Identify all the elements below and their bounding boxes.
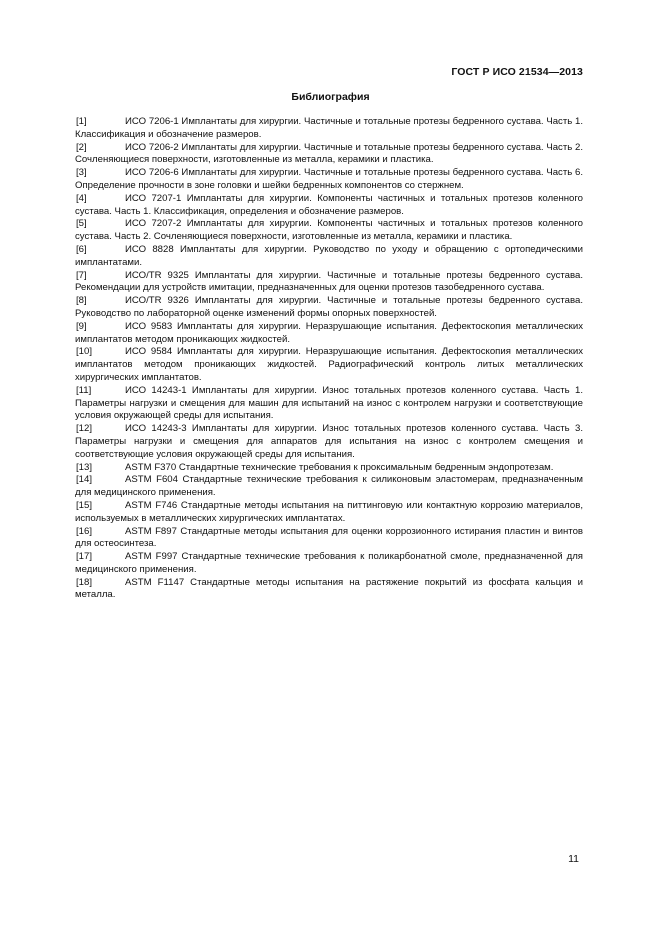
entry-text: ИСО 7207-2 Имплантаты для хирургии. Компоненты частичных и тотальных протезов коленного сустава. Часть 2. Сочленяющиеся поверхности, изготовленные из металла, керамики и пластика. (75, 218, 583, 243)
entry-text: ИСО 8828 Имплантаты для хирургии. Руководство по уходу и обращению с ортопедическими имплантатами. (75, 243, 583, 268)
entry-number: [11] (76, 384, 92, 396)
page-number: 11 (568, 853, 579, 865)
entry-text: ASTM F604 Стандартные технические требования к силиконовым эластомерам, предназначенным для медицинского применения. (75, 474, 583, 499)
entry-number: [13] (76, 461, 93, 473)
entry-number: [3] (76, 167, 87, 179)
document-header: ГОСТ Р ИСО 21534—2013 (451, 66, 583, 78)
entry-text: ASTM F746 Стандартные методы испытания на питтинговую или контактную коррозию материалов, используемых в металлических хирургических имплантатах. (75, 499, 583, 524)
entry-number: [1] (76, 116, 87, 127)
bibliography-entry (75, 295, 583, 321)
entry-number: [4] (76, 192, 87, 204)
entry-text: ИСО 9584 Имплантаты для хирургии. Неразрушающие испытания. Дефектоскопия металлических имплантатов методом проникающих жидкостей. Радиографический контроль литых металлических хирургических имплантатов. (75, 346, 583, 383)
bibliography-list (75, 116, 583, 602)
bibliography-entry (75, 193, 583, 219)
bibliography-entry (75, 142, 583, 168)
entry-text: ИСО/TR 9326 Имплантаты для хирургии. Частичные и тотальные протезы бедренного сустава. Руководство по лабораторной оценке изменений формы опорных поверхностей. (75, 295, 583, 319)
entry-text: ИСО 7206-1 Имплантаты для хирургии. Частичные и тотальные протезы бедренного сустава. Часть 1. Классификация и обозначение размеров. (75, 116, 583, 140)
entry-number: [17] (76, 551, 93, 563)
entry-number: [5] (76, 218, 87, 230)
bibliography-entry (75, 218, 583, 244)
bibliography-entry (75, 474, 583, 500)
entry-text: ASTM F1147 Стандартные методы испытания на растяжение покрытий из фосфата кальция и металла. (75, 576, 583, 601)
entry-number: [8] (76, 295, 87, 307)
page-title: Библиография (291, 91, 370, 103)
bibliography-entry (75, 244, 583, 270)
bibliography-entry (75, 577, 583, 603)
entry-number: [15] (76, 499, 93, 511)
entry-number: [6] (76, 243, 87, 255)
bibliography-entry (75, 321, 583, 347)
entry-text: ASTM F370 Стандартные технические требования к проксимальным бедренным эндопротезам. (125, 461, 554, 473)
bibliography-entry (75, 167, 583, 193)
bibliography-entry (75, 423, 583, 461)
bibliography-entry (75, 526, 583, 552)
entry-number: [16] (76, 525, 93, 537)
entry-text: ИСО 7207-1 Имплантаты для хирургии. Компоненты частичных и тотальных протезов коленного сустава. Часть 1. Классификация, определения и обозначение размеров. (75, 192, 583, 217)
entry-number: [9] (76, 320, 87, 332)
bibliography-entry (75, 346, 583, 384)
entry-text: ИСО 14243-3 Имплантаты для хирургии. Износ тотальных протезов коленного сустава. Часть 3. Параметры нагрузки и смещения для аппаратов для испытания на износ с контролем смещения и соответствующие условия окружающей среды для испытания. (75, 423, 583, 460)
bibliography-entry (75, 500, 583, 526)
entry-text: ИСО 7206-6 Имплантаты для хирургии. Частичные и тотальные протезы бедренного сустава. Часть 6. Определение прочности в зоне головки и шейки бедренных компонентов со стержнем. (75, 167, 583, 191)
bibliography-entry (75, 385, 583, 423)
entry-number: [7] (76, 269, 87, 281)
entry-number: [12] (76, 423, 93, 435)
entry-text: ИСО 7206-2 Имплантаты для хирургии. Частичные и тотальные протезы бедренного сустава. Часть 2. Сочленяющиеся поверхности, изготовленные из металла, керамики и пластика. (75, 141, 583, 166)
entry-text: ASTM F897 Стандартные методы испытания для оценки коррозионного истирания пластин и винтов для остеосинтеза. (75, 525, 583, 550)
entry-text: ИСО 9583 Имплантаты для хирургии. Неразрушающие испытания. Дефектоскопия металлических имплантатов методом проникающих жидкостей. (75, 320, 583, 345)
bibliography-entry (75, 116, 583, 142)
bibliography-entry (75, 551, 583, 577)
entry-number: [18] (76, 576, 93, 588)
bibliography-entry (75, 462, 583, 475)
bibliography-entry (75, 270, 583, 296)
entry-text: ИСО 14243-1 Имплантаты для хирургии. Износ тотальных протезов коленного сустава. Часть 1. Параметры нагрузки и смещения для машин для испытаний на износ с контролем нагрузки и соответствующие условия окружающей среды для испытания. (75, 384, 583, 422)
entry-text: ASTM F997 Стандартные технические требования к поликарбонатной смоле, предназначенной для медицинского применения. (75, 551, 583, 575)
entry-text: ИСО/TR 9325 Имплантаты для хирургии. Частичные и тотальные протезы бедренного сустава. Рекомендации для устройств имитации, предназначенных для оценки протезов тазобедренного сустава. (75, 269, 583, 294)
entry-number: [10] (76, 346, 93, 358)
entry-number: [2] (76, 141, 87, 153)
entry-number: [14] (76, 474, 93, 486)
